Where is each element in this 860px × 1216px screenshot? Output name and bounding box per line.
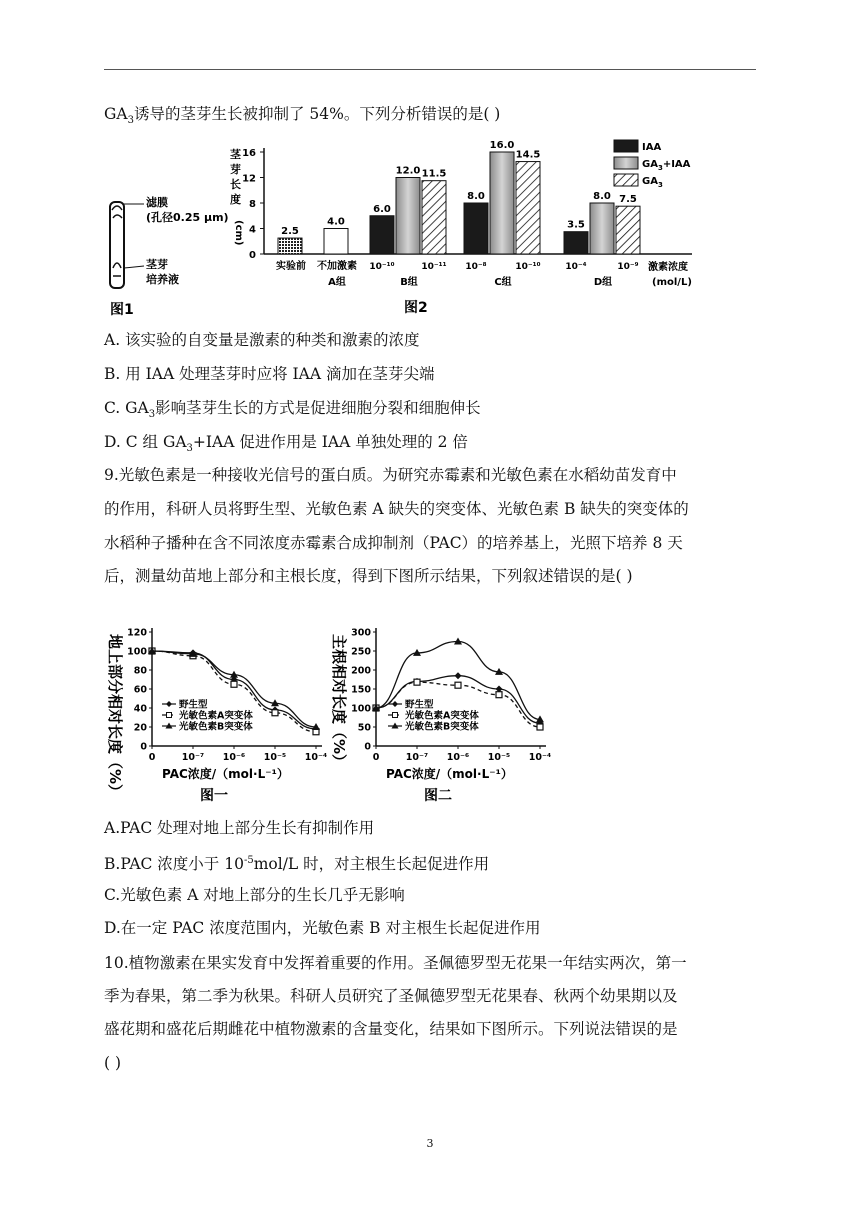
- chart-ytick-label: 120: [127, 627, 147, 639]
- chart-series-line: [376, 642, 540, 720]
- svg-text:芽: 芽: [230, 163, 241, 176]
- chart-xlabel: PAC浓度/（mol·L⁻¹）: [386, 767, 513, 781]
- chart-xtick-label: 10⁻⁵: [487, 752, 511, 763]
- chart-ytick-label: 200: [351, 665, 371, 677]
- chart-xlabel: PAC浓度/（mol·L⁻¹）: [162, 767, 289, 781]
- fig2-bar: [278, 238, 302, 254]
- chart-ytick-label: 100: [127, 646, 147, 658]
- svg-text:茎: 茎: [230, 148, 241, 161]
- chart-ytick-label: 80: [133, 665, 147, 677]
- fig2-legend-swatch: [614, 157, 638, 169]
- fig2-ytick-label: 16: [242, 148, 256, 159]
- fig2-bar: [464, 203, 488, 254]
- fig2-bar-value-label: 11.5: [421, 168, 447, 180]
- fig2-legend-swatch: [614, 140, 638, 152]
- chart-point: [455, 682, 461, 688]
- q10-stem-line-1: 10.植物激素在果实发育中发挥着重要的作用。圣佩德罗型无花果一年结实两次，第一: [104, 954, 687, 972]
- fig1-caption: 图1: [110, 302, 134, 318]
- legend-label: 光敏色素A突变体: [179, 710, 253, 722]
- legend-label: 野生型: [179, 699, 208, 711]
- fig2-ytick-label: 0: [249, 250, 256, 261]
- chart-point: [455, 672, 462, 679]
- header-rule: [104, 69, 756, 70]
- chart-point: [537, 724, 543, 730]
- fig2-bar: [590, 203, 614, 254]
- fig2-bar: [516, 162, 540, 254]
- q9-option-b: B.PAC 浓度小于 $10^{-5}mol/L$ 时，对主根生长起促进作用: [104, 855, 490, 874]
- chart-ylabel: [330, 634, 348, 769]
- q8-figure2-bar-chart: [222, 136, 722, 318]
- fig2-bar-value-label: 2.5: [281, 226, 299, 238]
- chart-ytick-label: 300: [351, 627, 371, 639]
- chart-xtick-label: 10⁻⁷: [181, 752, 205, 763]
- q8-option-d: D. C 组 $GA_3+IAA$ 促进作用是 IAA 单独处理的 2 倍: [104, 433, 468, 455]
- q9-option-a: A.PAC 处理对地上部分生长有抑制作用: [104, 819, 375, 837]
- label-pore: (孔径0.25 μm): [146, 211, 229, 224]
- fig2-legend-label: IAA: [642, 142, 662, 153]
- q10-stem-line-2: 季为春果，第二季为秋果。科研人员研究了圣佩德罗型无花果春、秋两个幼果期以及: [104, 987, 678, 1005]
- fig2-conc-label: 10⁻⁹: [617, 262, 639, 272]
- fig2-bar-value-label: 14.5: [515, 149, 541, 161]
- legend-label: 光敏色素B突变体: [405, 721, 479, 733]
- svg-text:长: 长: [230, 178, 241, 191]
- fig2-group-label: C组: [494, 277, 512, 288]
- fig2-bar-value-label: 12.0: [395, 165, 421, 177]
- chart-ytick-label: 150: [351, 684, 371, 696]
- legend-label: 野生型: [405, 699, 434, 711]
- label-membrane: 滤膜: [146, 196, 168, 209]
- legend-label: 光敏色素A突变体: [405, 710, 479, 722]
- chart-caption: 图一: [200, 788, 228, 804]
- fig2-conc-label: 10⁻⁴: [565, 262, 587, 272]
- q10-stem-line-3: 盛花期和盛花后期雌花中植物激素的含量变化，结果如下图所示。下列说法错误的是: [104, 1020, 678, 1038]
- chart-point: [272, 710, 278, 716]
- label-bud: 茎芽: [146, 258, 168, 271]
- fig2-ytick-label: 12: [242, 173, 256, 185]
- svg-text:主根相对长度（%）: 主根相对长度（%）: [330, 634, 348, 770]
- fig2-xaxis-end: 激素浓度: [648, 262, 688, 273]
- fig2-group-label: 实验前: [276, 261, 306, 272]
- q8-option-b: B. 用 IAA 处理茎芽时应将 IAA 滴加在茎芽尖端: [104, 365, 435, 383]
- chart-ytick-label: 50: [357, 722, 371, 734]
- q10-stem-line-4: ( ): [104, 1054, 122, 1072]
- fig2-conc-label: 10⁻¹¹: [421, 262, 447, 272]
- q9-figure-right-line-chart: [328, 600, 560, 805]
- fig2-group-label: D组: [593, 277, 613, 288]
- fig2-group-label: B组: [400, 277, 418, 288]
- fig2-group-label: A组: [328, 277, 346, 288]
- chart-point: [496, 692, 502, 698]
- q9-option-c: C.光敏色素 A 对地上部分的生长几乎无影响: [104, 886, 405, 904]
- chart-ylabel: [106, 634, 124, 799]
- svg-text:度: 度: [230, 193, 241, 206]
- chart-xtick-label: 10⁻⁵: [263, 752, 287, 763]
- chart-ytick-label: 60: [133, 684, 147, 696]
- fig2-ytick-label: 8: [249, 199, 256, 210]
- q9-figure-left-line-chart: [104, 600, 334, 805]
- chart-ytick-label: 0: [364, 741, 371, 753]
- fig2-bar: [324, 229, 348, 255]
- chart-xtick-label: 0: [148, 752, 156, 763]
- fig2-bar: [490, 152, 514, 254]
- fig2-bar-value-label: 16.0: [489, 140, 515, 151]
- fig2-bar: [370, 216, 394, 254]
- fig2-conc-label: 10⁻¹⁰: [369, 262, 395, 272]
- fig2-bar-value-label: 7.5: [619, 194, 637, 206]
- fig2-bar-value-label: 8.0: [467, 191, 485, 202]
- q8-option-a: A. 该实验的自变量是激素的种类和激素的浓度: [104, 331, 420, 349]
- label-medium: 培养液: [146, 273, 179, 286]
- fig2-xaxis-unit: (mol/L): [652, 277, 692, 288]
- chart-point: [414, 679, 420, 685]
- fig2-bar: [564, 232, 588, 254]
- fig2-group-label: 不加激素: [317, 261, 357, 272]
- fig2-bar: [396, 178, 420, 255]
- fig2-bar: [616, 206, 640, 254]
- q8-stem: $GA_3$诱导的茎芽生长被抑制了 54%。下列分析错误的是( ): [104, 105, 501, 127]
- fig2-bar-value-label: 3.5: [567, 219, 585, 231]
- page-number: 3: [426, 1137, 434, 1150]
- fig2-bar-value-label: 4.0: [327, 216, 345, 228]
- chart-xtick-label: 10⁻⁶: [446, 752, 470, 763]
- stem-bud: [113, 263, 121, 276]
- legend-label: 光敏色素B突变体: [179, 721, 253, 733]
- q9-stem-line-3: 水稻种子播种在含不同浓度赤霉素合成抑制剂（PAC）的培养基上，光照下培养 8 天: [104, 534, 683, 552]
- fig2-legend-swatch: [614, 174, 638, 186]
- q9-stem-line-1: 9.光敏色素是一种接收光信号的蛋白质。为研究赤霉素和光敏色素在水稻幼苗发育中: [104, 466, 677, 484]
- fig2-conc-label: 10⁻¹⁰: [515, 262, 541, 272]
- svg-text:地上部分相对长度（%）: 地上部分相对长度（%）: [106, 634, 124, 800]
- fig2-caption: 图2: [404, 300, 428, 316]
- chart-caption: 图二: [424, 788, 452, 804]
- fig2-legend-label: $GA_3$: [642, 176, 663, 189]
- chart-xtick-label: 10⁻⁶: [222, 752, 246, 763]
- chart-point: [231, 681, 237, 687]
- q8-option-c: C. $GA_3$影响茎芽生长的方式是促进细胞分裂和细胞伸长: [104, 399, 481, 421]
- chart-xtick-label: 10⁻⁴: [304, 752, 328, 763]
- q9-option-d: D.在一定 PAC 浓度范围内，光敏色素 B 对主根生长起促进作用: [104, 919, 541, 937]
- q9-stem-line-4: 后，测量幼苗地上部分和主根长度，得到下图所示结果，下列叙述错误的是( ): [104, 567, 633, 585]
- q9-stem-line-2: 的作用，科研人员将野生型、光敏色素 A 缺失的突变体、光敏色素 B 缺失的突变体的: [104, 500, 689, 518]
- fig2-bar: [422, 181, 446, 254]
- fig2-conc-label: 10⁻⁸: [465, 262, 487, 272]
- filter-membrane: [112, 206, 122, 218]
- svg-text:(cm): (cm): [233, 220, 244, 246]
- chart-xtick-label: 10⁻⁴: [528, 752, 552, 763]
- chart-ytick-label: 0: [140, 741, 147, 753]
- fig2-ylabel: [230, 147, 244, 246]
- chart-ytick-label: 20: [133, 722, 147, 734]
- legend-marker: [166, 701, 172, 707]
- fig2-bar-value-label: 6.0: [373, 203, 391, 215]
- fig2-ytick-label: 4: [249, 224, 256, 236]
- legend-marker: [393, 713, 398, 718]
- chart-xtick-label: 0: [372, 752, 380, 763]
- chart-ytick-label: 250: [351, 646, 371, 658]
- fig2-legend-label: $GA_3+IAA$: [642, 159, 691, 172]
- chart-ytick-label: 100: [351, 703, 371, 715]
- fig2-bar-value-label: 8.0: [593, 191, 611, 202]
- legend-marker: [392, 701, 398, 707]
- chart-xtick-label: 10⁻⁷: [405, 752, 429, 763]
- chart-ytick-label: 40: [133, 703, 147, 715]
- legend-marker: [167, 713, 172, 718]
